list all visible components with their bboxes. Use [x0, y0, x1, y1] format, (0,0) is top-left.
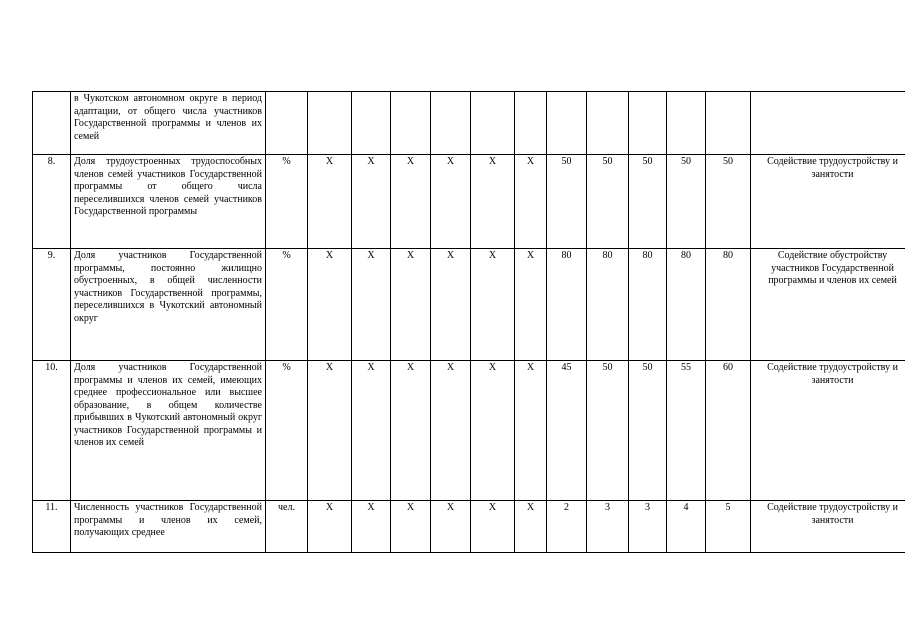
- measure-note: Содействие трудоустройству и занятости: [751, 361, 905, 501]
- value-cell: Х: [431, 361, 471, 501]
- table-row: [33, 155, 905, 249]
- value-cell: Х: [391, 501, 431, 553]
- value-cell: [471, 92, 515, 155]
- measure-note: Содействие трудоустройству и занятости: [751, 155, 905, 249]
- unit-cell: %: [266, 249, 308, 361]
- value-cell: Х: [352, 361, 391, 501]
- value-cell: 50: [587, 155, 629, 249]
- value-cell: Х: [352, 501, 391, 553]
- value-cell: Х: [431, 249, 471, 361]
- value-cell: [515, 92, 547, 155]
- unit-cell: %: [266, 361, 308, 501]
- value-cell: Х: [471, 249, 515, 361]
- value-cell: 80: [587, 249, 629, 361]
- value-cell: 50: [629, 155, 667, 249]
- unit-cell: чел.: [266, 501, 308, 553]
- value-cell: Х: [515, 501, 547, 553]
- table-row: [33, 249, 905, 361]
- value-cell: 50: [667, 155, 706, 249]
- indicator-description: в Чукотском автономном округе в период адаптации, от общего числа участников Государственной программы и членов их семей: [71, 92, 266, 155]
- value-cell: 4: [667, 501, 706, 553]
- value-cell: [352, 92, 391, 155]
- value-cell: [629, 92, 667, 155]
- value-cell: 45: [547, 361, 587, 501]
- table-row: [33, 361, 905, 501]
- value-cell: 5: [706, 501, 751, 553]
- value-cell: 3: [629, 501, 667, 553]
- row-number: 8.: [33, 155, 71, 249]
- unit-cell: [266, 92, 308, 155]
- row-number: [33, 92, 71, 155]
- value-cell: Х: [391, 361, 431, 501]
- row-number: 11.: [33, 501, 71, 553]
- value-cell: Х: [308, 361, 352, 501]
- value-cell: Х: [352, 155, 391, 249]
- value-cell: [667, 92, 706, 155]
- value-cell: Х: [308, 155, 352, 249]
- value-cell: 80: [547, 249, 587, 361]
- value-cell: [391, 92, 431, 155]
- measure-note: Содействие трудоустройству и занятости: [751, 501, 905, 553]
- value-cell: 80: [706, 249, 751, 361]
- row-number: 10.: [33, 361, 71, 501]
- value-cell: 50: [547, 155, 587, 249]
- value-cell: Х: [308, 249, 352, 361]
- unit-cell: %: [266, 155, 308, 249]
- value-cell: Х: [431, 501, 471, 553]
- indicator-description: Доля участников Государственной программы и членов их семей, имеющих среднее профессиональное или высшее образование, в общем количестве прибывших в Чукотский автономный округ участников Государственной программы и членов их семей: [71, 361, 266, 501]
- value-cell: 55: [667, 361, 706, 501]
- value-cell: [431, 92, 471, 155]
- row-number: 9.: [33, 249, 71, 361]
- value-cell: Х: [391, 249, 431, 361]
- indicators-table: [32, 91, 905, 553]
- value-cell: 80: [667, 249, 706, 361]
- table-row: [33, 92, 905, 155]
- value-cell: Х: [352, 249, 391, 361]
- indicator-description: Доля участников Государственной программы, постоянно жилищно обустроенных, в общей численности участников Государственной программы, переселившихся в Чукотский автономный округ: [71, 249, 266, 361]
- indicator-description: Численность участников Государственной программы и членов их семей, получающих среднее: [71, 501, 266, 553]
- value-cell: Х: [515, 249, 547, 361]
- value-cell: 50: [587, 361, 629, 501]
- value-cell: Х: [308, 501, 352, 553]
- value-cell: Х: [431, 155, 471, 249]
- measure-note: Содействие обустройству участников Государственной программы и членов их семей: [751, 249, 905, 361]
- value-cell: Х: [515, 361, 547, 501]
- indicator-description: Доля трудоустроенных трудоспособных членов семей участников Государственной программы от общего числа переселившихся членов семей участников Государственной программы: [71, 155, 266, 249]
- value-cell: 60: [706, 361, 751, 501]
- value-cell: [706, 92, 751, 155]
- value-cell: Х: [471, 155, 515, 249]
- value-cell: [587, 92, 629, 155]
- value-cell: 80: [629, 249, 667, 361]
- value-cell: 3: [587, 501, 629, 553]
- value-cell: Х: [471, 501, 515, 553]
- value-cell: [547, 92, 587, 155]
- value-cell: 50: [706, 155, 751, 249]
- value-cell: 2: [547, 501, 587, 553]
- value-cell: 50: [629, 361, 667, 501]
- value-cell: Х: [515, 155, 547, 249]
- value-cell: Х: [391, 155, 431, 249]
- value-cell: [308, 92, 352, 155]
- value-cell: Х: [471, 361, 515, 501]
- table-row: [33, 501, 905, 553]
- measure-note: [751, 92, 905, 155]
